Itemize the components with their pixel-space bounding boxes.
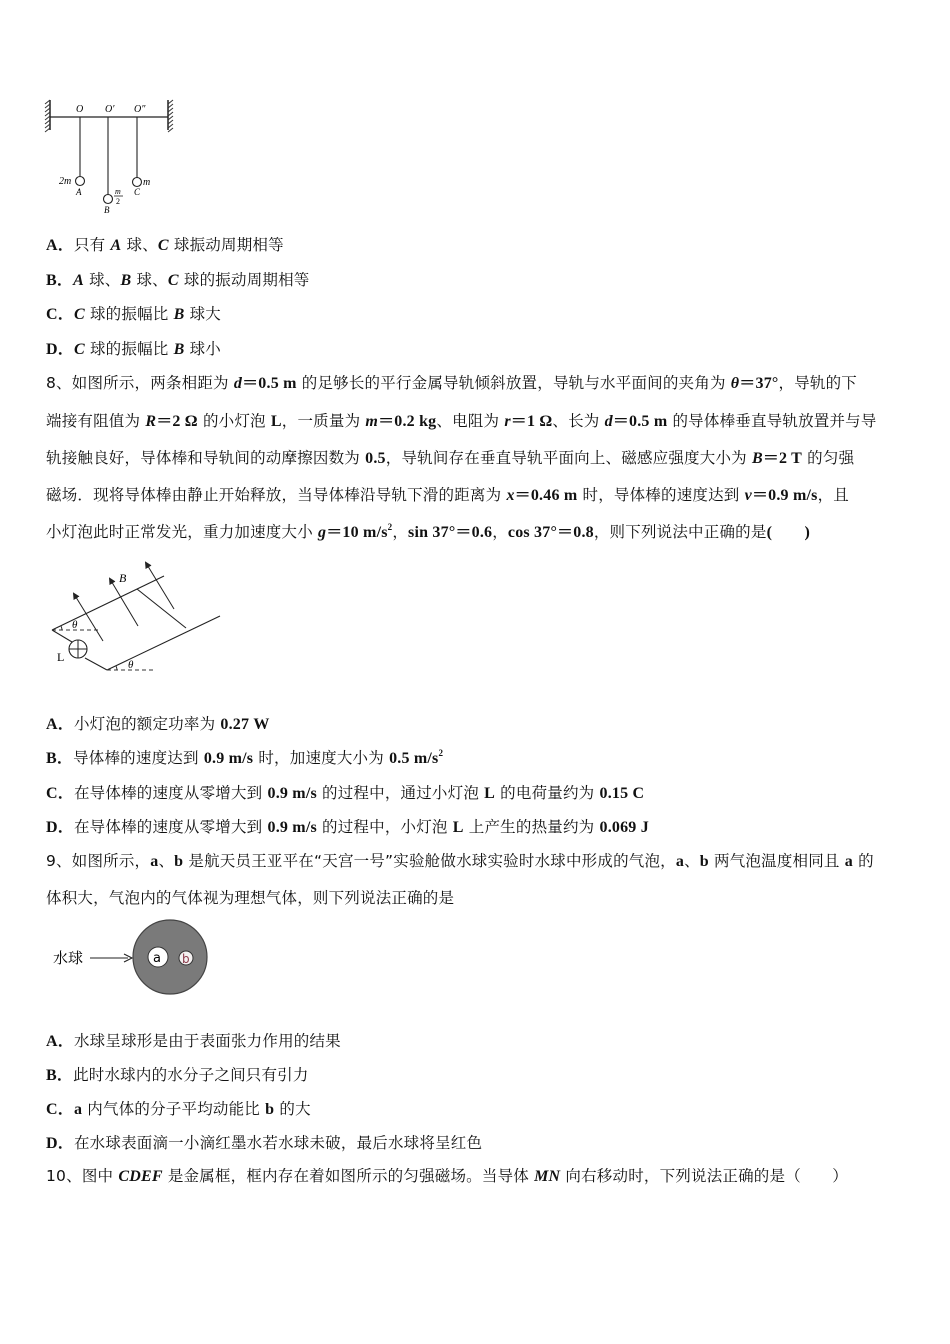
lamp-label: L: [57, 650, 65, 664]
label-O: O: [76, 104, 84, 115]
option-letter: B．: [46, 750, 74, 767]
theta-label-top: θ: [72, 619, 78, 631]
label-B-mass-den: 2: [116, 197, 120, 206]
option-letter: A．: [46, 237, 74, 254]
q8-stem-line-4: 磁场．现将导体棒由静止开始释放，当导体棒沿导轨下滑的距离为 x＝0.46 m 时，导体棒的速度达到 v＝0.9 m/s，且: [46, 486, 849, 504]
svg-text:a: a: [153, 951, 161, 966]
option-letter: C．: [46, 306, 74, 323]
q9-option-d: D．在水球表面滴一小滴红墨水若水球未破，最后水球将呈红色: [46, 1134, 483, 1152]
option-letter: A．: [46, 1033, 74, 1050]
q8-option-a: A．小灯泡的额定功率为 0.27 W: [46, 715, 270, 733]
water-ball-label: 水球: [53, 949, 84, 967]
q8-option-d: D．在导体棒的速度从零增大到 0.9 m/s 的过程中，小灯泡 L 上产生的热量约为 0.069 J: [46, 818, 649, 836]
q9-option-b: B．此时水球内的水分子之间只有引力: [46, 1066, 309, 1084]
q8-option-b: B．导体棒的速度达到 0.9 m/s 时，加速度大小为 0.5 $m/s^2$: [46, 748, 444, 767]
label-A: A: [76, 187, 82, 197]
q8-stem-line-3: 轨接触良好，导体棒和导轨间的动摩擦因数为 0.5，导轨间存在垂直导轨平面向上、磁感应强度大小为 B＝2 T 的匀强: [46, 449, 855, 467]
water-ball-figure: [50, 915, 215, 1000]
label-B-mass-num: m: [115, 187, 121, 196]
option-letter: C．: [46, 1101, 74, 1118]
option-letter: B．: [46, 1067, 74, 1084]
q7-option-c: C．C 球的振幅比 B 球大: [46, 305, 222, 323]
option-letter: D．: [46, 819, 74, 836]
label-C-mass: m: [143, 177, 151, 188]
pendulum-figure: [44, 96, 184, 216]
label-O-prime: O′: [105, 104, 115, 115]
q9-stem-line-2: 体积大，气泡内的气体视为理想气体，则下列说法正确的是: [46, 889, 455, 907]
inclined-rails-figure: [44, 560, 229, 680]
q9-stem-line-1: 9、如图所示，a、b 是航天员王亚平在“天宫一号”实验舱做水球实验时水球中形成的气泡，a、b 两气泡温度相同且 a 的: [46, 852, 874, 870]
option-letter: D．: [46, 1135, 74, 1152]
label-C: C: [134, 187, 141, 197]
water-ball: [133, 920, 207, 994]
label-A-mass: 2m: [59, 176, 72, 187]
q7-option-a: A．只有 A 球、C 球振动周期相等: [46, 236, 284, 254]
theta-label-bottom: θ: [128, 659, 134, 671]
q7-option-b: B．A 球、B 球、C 球的振动周期相等: [46, 271, 310, 289]
label-O-double-prime: O″: [134, 104, 146, 115]
field-B-label: B: [119, 571, 127, 585]
label-B: B: [104, 205, 110, 215]
lamp-icon: [69, 640, 87, 658]
q8-stem-line-2: 端接有阻值为 R＝2 Ω 的小灯泡 L，一质量为 m＝0.2 kg、电阻为 r＝1 Ω、长为 d＝0.5 m 的导体棒垂直导轨放置并与导: [46, 412, 877, 430]
q8-stem-line-1: 8、如图所示，两条相距为 d＝0.5 m 的足够长的平行金属导轨倾斜放置，导轨与水平面间的夹角为 θ＝37°，导轨的下: [46, 374, 858, 392]
option-letter: B．: [46, 272, 74, 289]
q9-option-a: A．水球呈球形是由于表面张力作用的结果: [46, 1032, 341, 1050]
option-letter: C．: [46, 785, 74, 802]
q10-stem-line-1: 10、图中 CDEF 是金属框，框内存在着如图所示的匀强磁场。当导体 MN 向右移动时，下列说法正确的是（ ）: [46, 1167, 849, 1185]
q7-option-d: D．C 球的振幅比 B 球小: [46, 340, 222, 358]
q8-stem-line-5: 小灯泡此时正常发光，重力加速度大小 g＝10 $m/s^2$，sin 37°＝0.6，cos 37°＝0.8，则下列说法中正确的是( ): [46, 522, 811, 541]
svg-text:b: b: [182, 952, 190, 966]
q8-option-c: C．在导体棒的速度从零增大到 0.9 m/s 的过程中，通过小灯泡 L 的电荷量约为 0.15 C: [46, 784, 645, 802]
option-letter: D．: [46, 341, 74, 358]
q9-option-c: C．a 内气体的分子平均动能比 b 的大: [46, 1100, 311, 1118]
option-letter: A．: [46, 716, 74, 733]
